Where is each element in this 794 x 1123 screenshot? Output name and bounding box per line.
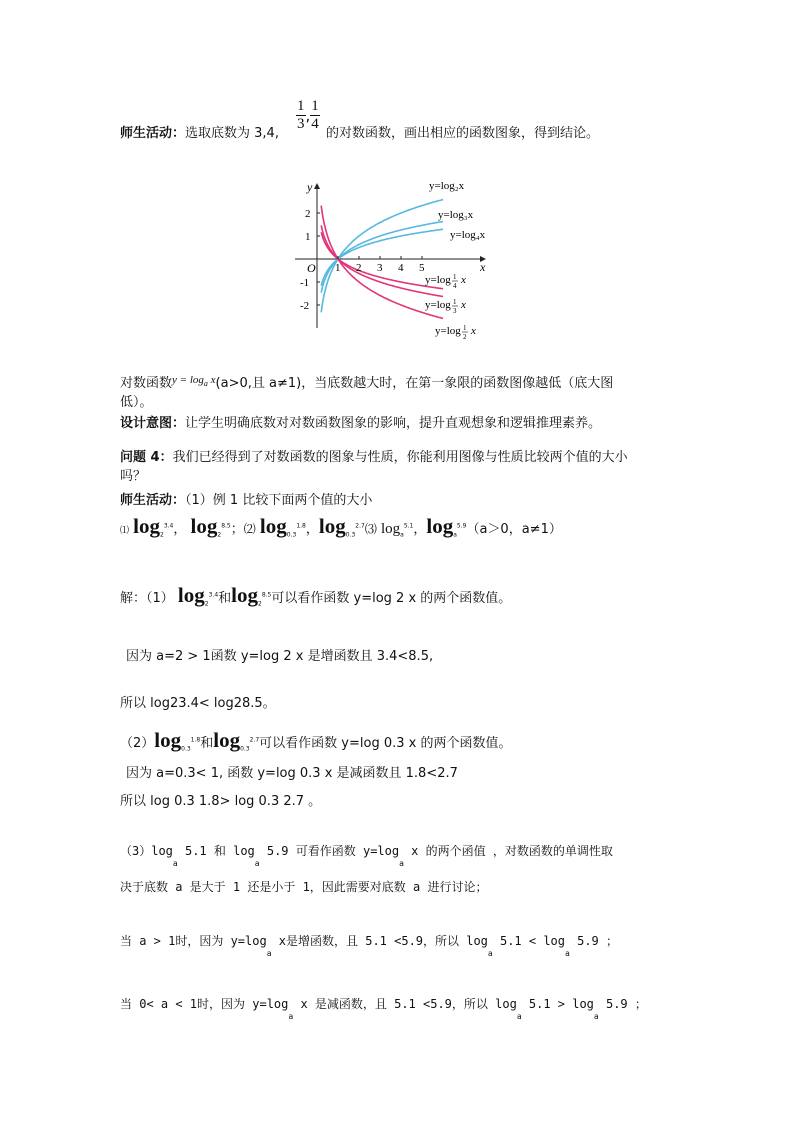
problems-line: ⑴ $\log_2^{3.4}$， $\log_2^{8.5}$；⑵ $\log_{0.3}^{1.8}$，$\log_{0.3}^{2.7}⑶$ $\log_a^{5.1}$，$\log_a^{5.9}(a>0$，a≠1）	[120, 514, 562, 539]
question-4-line2: 吗？	[120, 469, 147, 484]
question-4-line1: 问题 4：我们已经得到了对数函数的图象与性质，你能利用图像与性质比较两个值的大小	[120, 450, 628, 465]
formula-log-a: y = loga x	[172, 374, 216, 389]
svg-text:y=log: y=log	[425, 274, 451, 286]
solution-2-so: 所以 log 0.3 1.8> log 0.3 2.7 。	[120, 794, 322, 809]
para-conclusion-line2: 低）。	[120, 395, 153, 410]
svg-text:x: x	[471, 325, 476, 337]
solution-3-case-greater: 当 a > 1时，因为 $y=\log_a$ x是增函数，且 5.1 <5.9，所以 $\log_a 5.1 < \log_a 5.9$ ；	[120, 934, 618, 959]
x-tick-label: 5	[419, 262, 425, 274]
intro-line	[120, 122, 279, 141]
y-tick-label: 2	[305, 208, 311, 220]
svg-text:1: 1	[453, 298, 457, 306]
y-tick-label: -1	[300, 277, 310, 289]
fraction-one-fourth: $\frac{1}{4}$	[311, 98, 319, 132]
solution-3-case-less: 当 0< a < 1时，因为 $y=\log_a$ x 是减函数，且 5.1 <5.9，所以 $\log_a 5.1 > \log_a 5.9$ ；	[120, 997, 647, 1022]
solution-3-line2: 决于底数 a 是大于 1 还是小于 1，因此需要对底数 a 进行讨论；	[120, 880, 488, 894]
solution-2-because: 因为 a=0.3< 1, 函数 y=log 0.3 x 是减函数且 1.8<2.7	[126, 766, 458, 781]
y-tick-label: 1	[305, 231, 311, 243]
solution-1-so: 所以 log23.4< log28.5。	[120, 696, 276, 711]
y-tick-label: -2	[300, 300, 310, 312]
svg-text:2: 2	[463, 333, 467, 341]
svg-text:x: x	[461, 274, 466, 286]
fractions: $\frac{1}{3}$ , $\frac{1}{4}$	[297, 98, 319, 132]
y-axis-label: y	[307, 180, 313, 194]
x-tick-label: 3	[377, 262, 383, 274]
para-conclusion-line1: 对数函数$^{y = log_a x}$(a>0,且 a≠1)，当底数越大时，在第一象限的函数图像越低（底大图	[120, 374, 614, 391]
svg-text:4: 4	[453, 282, 457, 290]
svg-text:x: x	[461, 299, 466, 311]
log-graph	[295, 178, 495, 348]
svg-text:y=log: y=log	[435, 325, 461, 337]
fraction-one-third: $\frac{1}{3}$	[297, 98, 305, 132]
label-log-1-3	[425, 298, 466, 315]
x-axis-label: x	[480, 260, 486, 274]
label-log3: y=log₃x	[438, 209, 474, 221]
origin-label: O	[307, 261, 316, 275]
intro-text: 选取底数为 3,4,	[185, 126, 279, 141]
solution-2: $(2)\log_{0.3}^{1.8}$和$\log_{0.3}^{2.7}$可以看作函数 y=log 0.3 x 的两个函数值。	[120, 728, 512, 753]
svg-text:1: 1	[453, 273, 457, 281]
activity-label: 师生活动：	[120, 126, 186, 141]
x-tick-label: 1	[335, 262, 341, 274]
solution-3-line1: $(3)\log_a$ 5.1 和 $\log_a 5.9$ 可看作函数 $y=\log_a$ x 的两个函值 ，对数函数的单调性取	[120, 844, 613, 869]
label-log4: y=log₄x	[450, 229, 486, 241]
solution-1: 解：（1） $\log_2^{3.4}$和$\log_2^{8.5}$可以看作函数 y=log 2 x 的两个函数值。	[120, 583, 512, 608]
design-intent: 设计意图：让学生明确底数对对数函数图象的影响，提升直观想象和逻辑推理素养。	[120, 416, 602, 431]
curve-log2	[321, 200, 443, 313]
x-tick-label: 2	[356, 262, 362, 274]
svg-text:3: 3	[453, 307, 457, 315]
intro-text-b: 的对数函数，画出相应的函数图象，得到结论。	[326, 126, 600, 141]
svg-text:1: 1	[463, 324, 467, 332]
svg-text:y=log: y=log	[425, 299, 451, 311]
x-tick-label: 4	[398, 262, 404, 274]
label-log-1-2	[435, 324, 476, 341]
activity-line: 师生活动：（1）例 1 比较下面两个值的大小	[120, 493, 373, 508]
label-log2: y=log₂x	[429, 180, 465, 192]
solution-1-because: 因为 a=2 > 1函数 y=log 2 x 是增函数且 3.4<8.5,	[126, 649, 434, 664]
